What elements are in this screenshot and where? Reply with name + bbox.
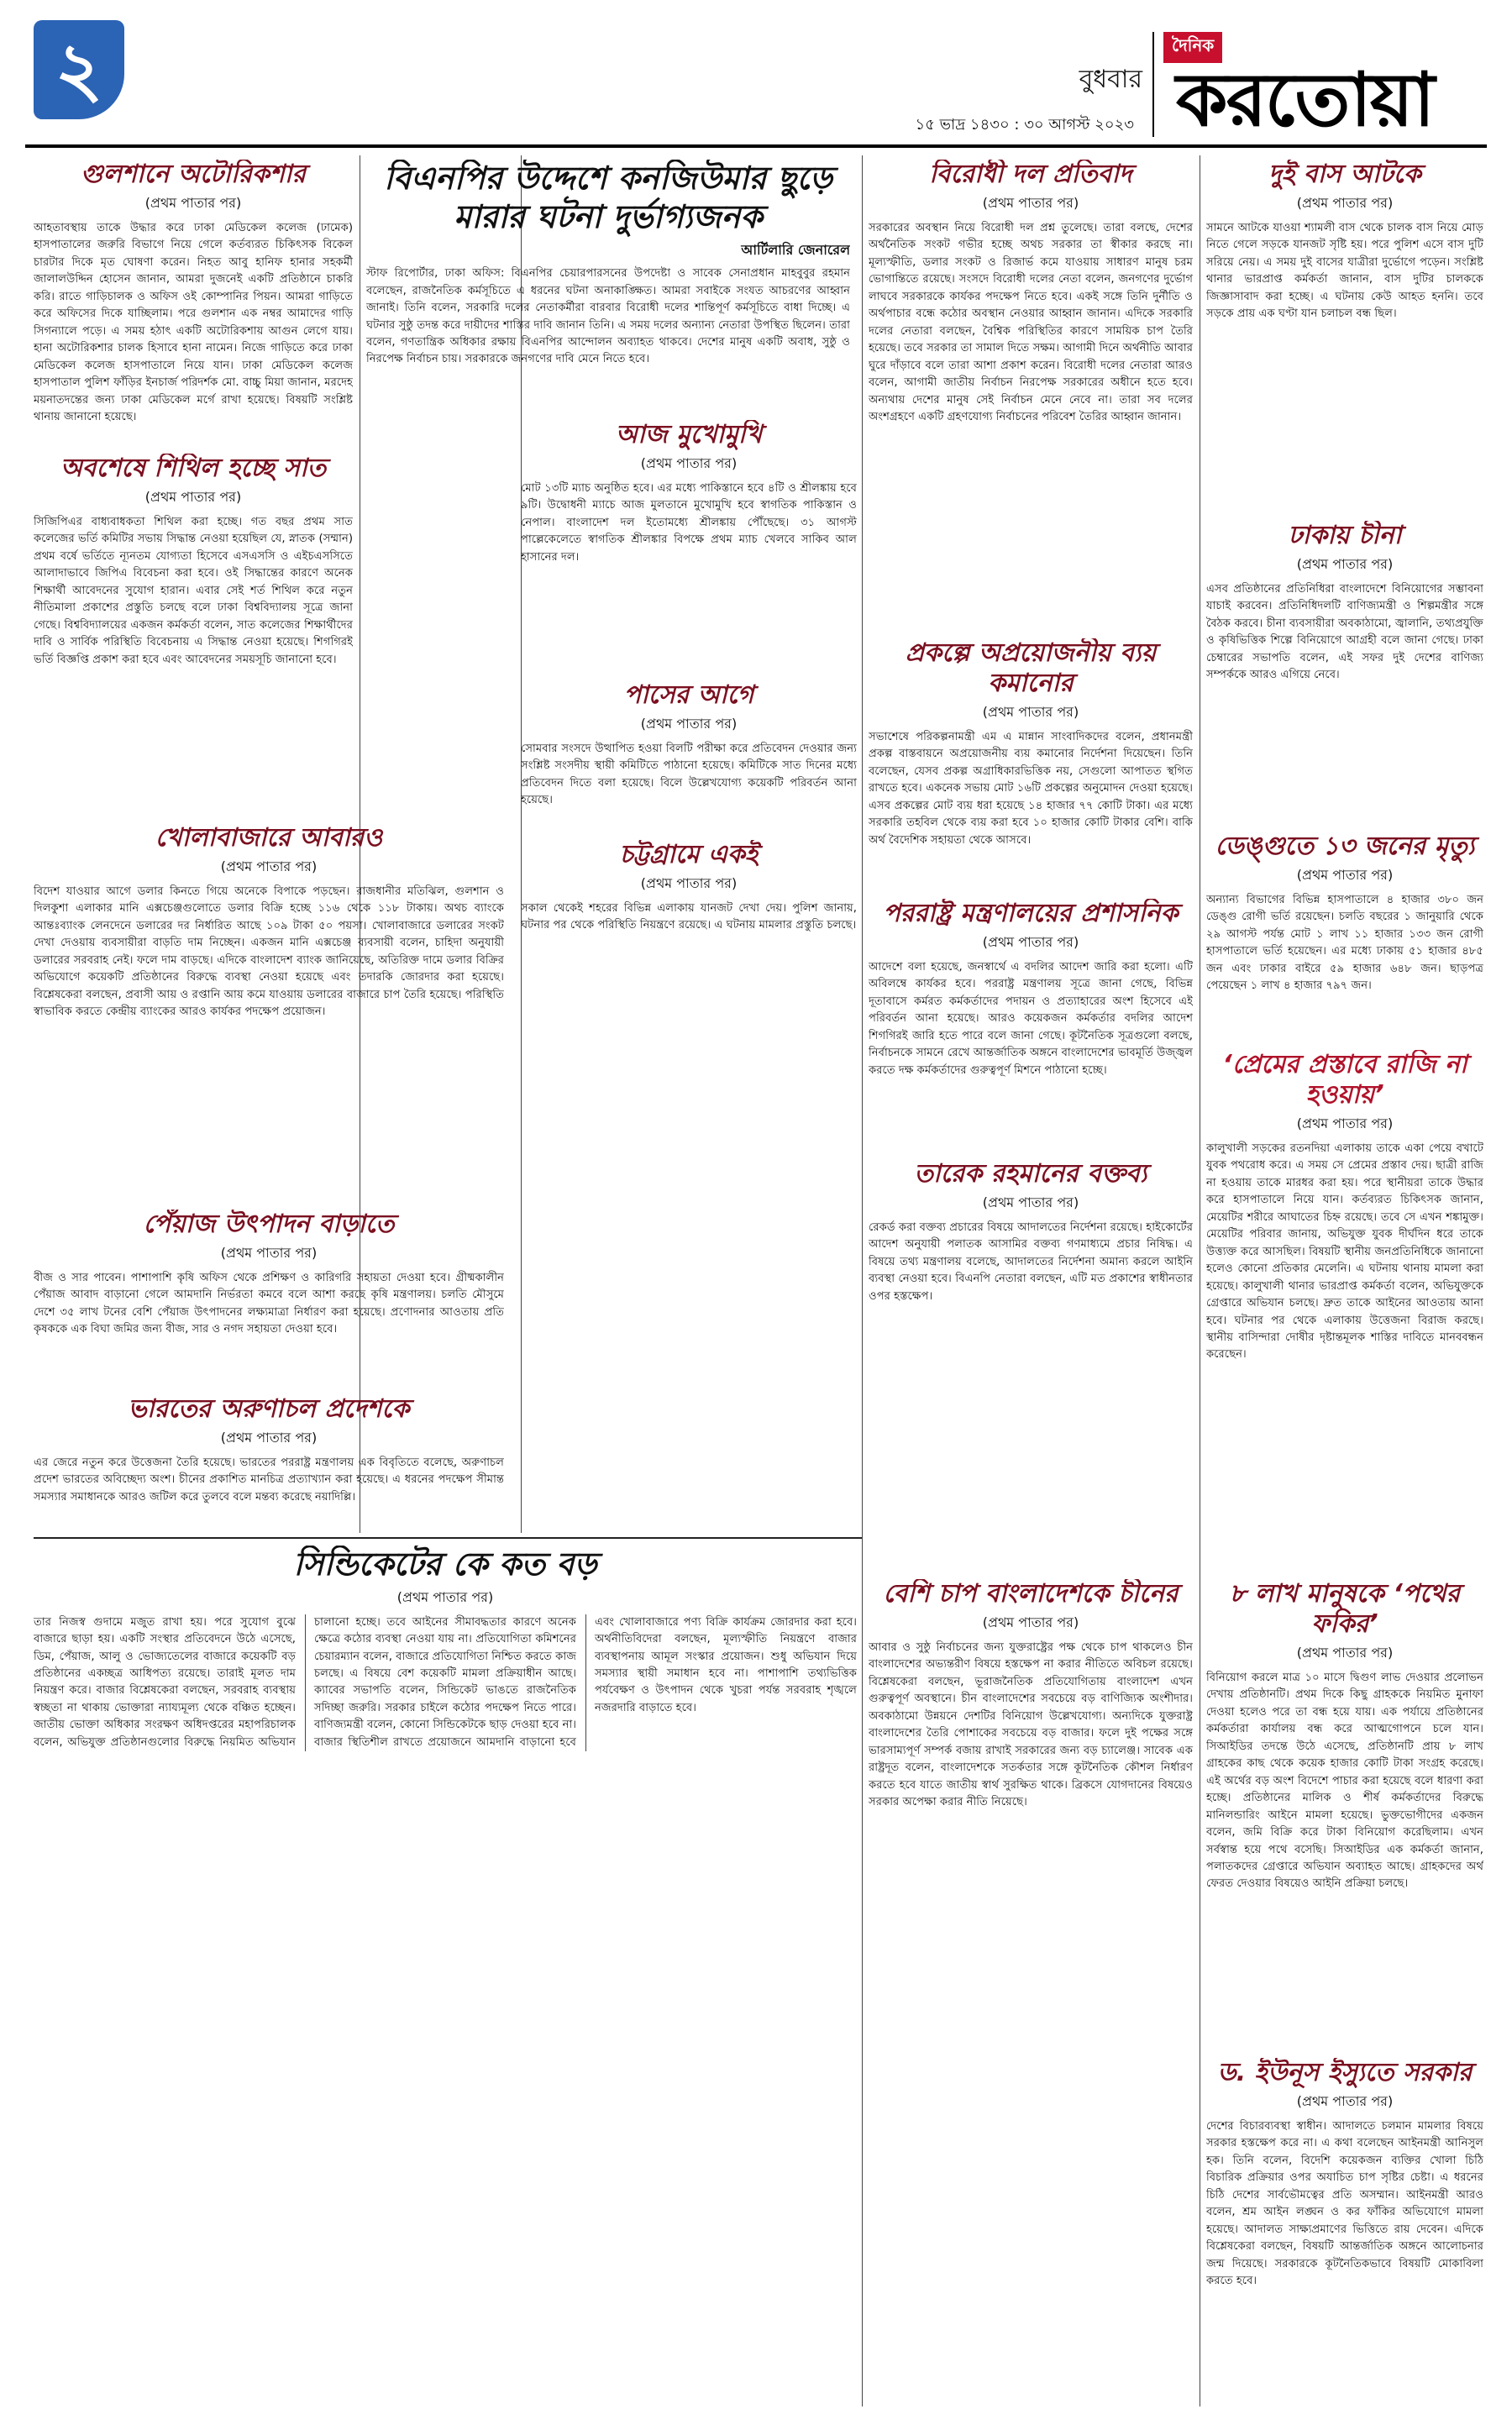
- article-body: বিনিয়োগ করলে মাত্র ১০ মাসে দ্বিগুণ লাভ দেওয়ার প্রলোভন দেখায় প্রতিষ্ঠানটি। প্রথম দিকে কিছু গ্রাহককে নিয়মিত মুনাফা দেওয়া হলেও পরে তা বন্ধ হয়ে যায়। এক পর্যায়ে প্রতিষ্ঠানের কর্মকর্তারা কার্যালয় বন্ধ করে আত্মগোপনে চলে যান। সিআইডির তদন্তে উঠে এসেছে, প্রতিষ্ঠানটি প্রায় ৮ লাখ গ্রাহকের কাছ থেকে কয়েক হাজার কোটি টাকা সংগ্রহ করেছে। এই অর্থের বড় অংশ বিদেশে পাচার করা হয়েছে বলে ধারণা করা হচ্ছে। প্রতিষ্ঠানের মালিক ও শীর্ষ কর্মকর্তাদের বিরুদ্ধে মানিলন্ডারিং আইনে মামলা হয়েছে। ভুক্তভোগীদের একজন বলেন, জমি বিক্রি করে টাকা বিনিয়োগ করেছিলাম। এখন সর্বস্বান্ত হয়ে পথে বসেছি। সিআইডির এক কর্মকর্তা জানান, পলাতকদের গ্রেপ্তারে অভিযান অব্যাহত আছে। গ্রাহকদের অর্থ ফেরত দেওয়ার বিষয়েও আইনি প্রক্রিয়া চলছে।: [1206, 1672, 1483, 1891]
- headline: ঢাকায় চীনা: [1288, 521, 1402, 550]
- headline: সিন্ডিকেটের কে কত বড়: [293, 1546, 597, 1582]
- article-tarek: [869, 1159, 1193, 1436]
- article-birodhi: [869, 160, 1193, 630]
- section-rule: [34, 1537, 862, 1539]
- headline: পাসের আগে: [623, 680, 754, 710]
- continued-note: (প্রথম পাতার পর): [1296, 867, 1394, 883]
- article-body: এর জেরে নতুন করে উত্তেজনা তৈরি হয়েছে। ভারতের পররাষ্ট্র মন্ত্রণালয় এক বিবৃতিতে বলেছে, অরুণাচল প্রদেশ ভারতের অবিচ্ছেদ্য অংশ। চীনের প্রকাশিত মানচিত্র প্রত্যাখ্যান করা হয়েছে। এ ধরনের পদক্ষেপ সীমান্ত সমস্যার সমাধানকে আরও জটিল করে তুলবে বলে মন্তব্য করেছে নয়াদিল্লি।: [34, 1456, 504, 1504]
- headline: তারেক রহমানের বক্তব্য: [914, 1159, 1147, 1189]
- article-body: সভাশেষে পরিকল্পনামন্ত্রী এম এ মান্নান সাংবাদিকদের বলেন, প্রধানমন্ত্রী প্রকল্প বাস্তবায়নে অপ্রয়োজনীয় ব্যয় কমানোর নির্দেশনা দিয়েছেন। তিনি বলেছেন, যেসব প্রকল্প অগ্রাধিকারভিত্তিক নয়, সেগুলো আপাতত স্থগিত রাখতে হবে। একনেক সভায় মোট ১৬টি প্রকল্পের অনুমোদন দেওয়া হয়েছে। এসব প্রকল্পের মোট ব্যয় ধরা হয়েছে ১৪ হাজার ৭৭ কোটি টাকা। এর মধ্যে সরকারি তহবিল থেকে ব্যয় করা হবে ১০ হাজার কোটি টাকার বেশি। বাকি অর্থ বৈদেশিক সহায়তা থেকে আসবে।: [869, 731, 1193, 847]
- continued-note: (প্রথম পাতার পর): [640, 455, 738, 471]
- headline: ৮ লাখ মানুষকে ‘পথের ফকির’: [1229, 1579, 1461, 1639]
- continued-note: (প্রথম পাতার পর): [144, 489, 242, 505]
- article-dhaka-china: [1206, 521, 1483, 823]
- article-body: এসব প্রতিষ্ঠানের প্রতিনিধিরা বাংলাদেশে বিনিয়োগের সম্ভাবনা যাচাই করবেন। প্রতিনিধিদলটি বাণিজ্যমন্ত্রী ও শিল্পমন্ত্রীর সঙ্গে বৈঠক করবে। চীনা ব্যবসায়ীরা অবকাঠামো, জ্বালানি, তথ্যপ্রযুক্তি ও কৃষিভিত্তিক শিল্পে বিনিয়োগে আগ্রহী বলে জানা গেছে। ঢাকা চেম্বারের সভাপতি বলেন, এই সফর দুই দেশের বাণিজ্য সম্পর্ককে আরও এগিয়ে নেবে।: [1206, 583, 1483, 682]
- continued-note: (প্রথম পাতার পর): [982, 1614, 1079, 1630]
- header-rule: [25, 144, 1487, 148]
- continued-note: (প্রথম পাতার পর): [1296, 1115, 1394, 1131]
- date-label: ১৫ ভাদ্র ১৪৩০ : ৩০ আগস্ট ২০২৩: [915, 116, 1134, 134]
- headline: খোলাবাজারে আবারও: [155, 823, 383, 853]
- headline: বিরোধী দল প্রতিবাদ: [929, 160, 1132, 189]
- article-lakh: [1206, 1579, 1483, 2049]
- article-body: তার নিজস্ব গুদামে মজুত রাখা হয়। পরে সুযোগ বুঝে বাজারে ছাড়া হয়। একটি সংস্থার প্রতিবেদনে উঠে এসেছে, ডিম, পেঁয়াজ, আলু ও ভোজ্যতেলের বাজারে কয়েকটি বড় প্রতিষ্ঠানের একচ্ছত্র আধিপত্য রয়েছে। তারাই মূলত দাম নিয়ন্ত্রণ করে। বাজার বিশ্লেষকেরা বলছেন, সরবরাহ ব্যবস্থায় স্বচ্ছতা না থাকায় ভোক্তারা ন্যায্যমূল্য থেকে বঞ্চিত হচ্ছেন। জাতীয় ভোক্তা অধিকার সংরক্ষণ অধিদপ্তরের মহাপরিচালক বলেন, অভিযুক্ত প্রতিষ্ঠানগুলোর বিরুদ্ধে নিয়মিত অভিযান চালানো হচ্ছে। তবে আইনের সীমাবদ্ধতার কারণে অনেক ক্ষেত্রে কঠোর ব্যবস্থা নেওয়া যায় না। প্রতিযোগিতা কমিশনের চেয়ারম্যান বলেন, বাজারে প্রতিযোগিতা নিশ্চিত করতে কাজ চলছে। এ বিষয়ে বেশ কয়েকটি মামলা প্রক্রিয়াধীন আছে। ক্যাবের সভাপতি বলেন, সিন্ডিকেট ভাঙতে রাজনৈতিক সদিচ্ছা জরুরি। সরকার চাইলে কঠোর পদক্ষেপ নিতে পারে। বাণিজ্যমন্ত্রী বলেন, কোনো সিন্ডিকেটকে ছাড় দেওয়া হবে না। বাজার স্থিতিশীল রাখতে প্রয়োজনে আমদানি বাড়ানো হবে এবং খোলাবাজারে পণ্য বিক্রি কার্যক্রম জোরদার করা হবে। অর্থনীতিবিদেরা বলছেন, মূল্যস্ফীতি নিয়ন্ত্রণে বাজার ব্যবস্থাপনায় আমূল সংস্কার প্রয়োজন। শুধু অভিযান দিয়ে সমস্যার স্থায়ী সমাধান হবে না। পাশাপাশি তথ্যভিত্তিক পর্যবেক্ষণ ও উৎপাদন থেকে খুচরা পর্যন্ত সরবরাহ শৃঙ্খলে নজরদারি বাড়াতে হবে।: [34, 1615, 857, 1749]
- continued-note: (প্রথম পাতার পর): [220, 1245, 318, 1261]
- article-porashtro: [869, 899, 1193, 1151]
- headline: দুই বাস আটকে: [1268, 160, 1421, 189]
- headline: ডেঙ্গুতে ১৩ জনের মৃত্যু: [1215, 832, 1475, 861]
- article-body: সরকারের অবস্থান নিয়ে বিরোধী দল প্রশ্ন তুলেছে। তারা বলছে, দেশের অর্থনৈতিক সংকট গভীর হচ্ছে অথচ সরকার তা স্বীকার করছে না। মূল্যস্ফীতি, ডলার সংকট ও রিজার্ভ কমে যাওয়ায় সাধারণ মানুষ চরম ভোগান্তিতে রয়েছে। সংসদে বিরোধী দলের নেতা বলেন, জনগণের দুর্ভোগ লাঘবে সরকারকে কার্যকর পদক্ষেপ নিতে হবে। একই সঙ্গে তিনি দুর্নীতি ও অর্থপাচার বন্ধে কঠোর অবস্থান নেওয়ার আহ্বান জানান। এদিকে সরকারি দলের নেতারা বলছেন, বৈশ্বিক পরিস্থিতির কারণে সাময়িক চাপ তৈরি হয়েছে। তবে সরকার তা সামাল দিতে সক্ষম। আগামী দিনে অর্থনীতি আবার ঘুরে দাঁড়াবে বলে তারা আশা প্রকাশ করেন। বিরোধী দলের নেতারা আরও বলেন, আগামী জাতীয় নির্বাচন নিরপেক্ষ সরকারের অধীনে হতে হবে। অন্যথায় দেশের মানুষ সেই নির্বাচন মেনে নেবে না। তারা সব দলের অংশগ্রহণে একটি গ্রহণযোগ্য নির্বাচনের পরিবেশ তৈরির আহ্বান জানান।: [869, 222, 1193, 423]
- article-dengue: [1206, 832, 1483, 1042]
- continued-note: (প্রথম পাতার পর): [220, 1430, 318, 1446]
- article-prem: [1206, 1050, 1483, 1571]
- headline: ‘প্রেমের প্রস্তাবে রাজি না হওয়ায়’: [1222, 1050, 1467, 1110]
- article-body: আদেশে বলা হয়েছে, জনস্বার্থে এ বদলির আদেশ জারি করা হলো। এটি অবিলম্বে কার্যকর হবে। পররাষ্ট্র মন্ত্রণালয় সূত্রে জানা গেছে, বিভিন্ন দূতাবাসে কর্মরত কর্মকর্তাদের পদায়ন ও প্রত্যাহারের অংশ হিসেবে এই পরিবর্তন আনা হয়েছে। আরও কয়েকজন কর্মকর্তার বদলির আদেশ শিগগিরই জারি হতে পারে বলে জানা গেছে। কূটনৈতিক সূত্রগুলো বলছে, নির্বাচনকে সামনে রেখে আন্তর্জাতিক অঙ্গনে বাংলাদেশের ভাবমূর্তি উজ্জ্বল করতে দক্ষ কর্মকর্তাদের গুরুত্বপূর্ণ মিশনে পাঠানো হচ্ছে।: [869, 961, 1193, 1077]
- article-body: সোমবার সংসদে উত্থাপিত হওয়া বিলটি পরীক্ষা করে প্রতিবেদন দেওয়ার জন্য সংশ্লিষ্ট সংসদীয় স্থায়ী কমিটিতে পাঠানো হয়েছে। কমিটিকে সাত দিনের মধ্যে প্রতিবেদন দিতে বলা হয়েছে। বিলে উল্লেখযোগ্য কয়েকটি পরিবর্তন আনা হয়েছে।: [521, 743, 857, 807]
- continued-note: (প্রথম পাতার পর): [982, 1194, 1079, 1210]
- article-sat: [34, 454, 353, 815]
- article-body: মোট ১৩টি ম্যাচ অনুষ্ঠিত হবে। এর মধ্যে পাকিস্তানে হবে ৪টি ও শ্রীলঙ্কায় হবে ৯টি। উদ্বোধনী ম্যাচে আজ মুলতানে মুখোমুখি হবে স্বাগতিক পাকিস্তান ও নেপাল। বাংলাদেশ দল ইতোমধ্যে শ্রীলঙ্কায় পৌঁছেছে। ৩১ আগস্ট পাল্লেকেলেতে স্বাগতিক শ্রীলঙ্কার বিপক্ষে প্রথম ম্যাচ খেলবে সাকিব আল হাসানের দল।: [521, 482, 857, 564]
- byline: আর্টিলারি জেনারেল: [741, 242, 850, 259]
- article-body: আবার ও সুষ্ঠু নির্বাচনের জন্য যুক্তরাষ্ট্রের পক্ষ থেকে চাপ থাকলেও চীন বাংলাদেশের অভ্যন্তরীণ বিষয়ে হস্তক্ষেপ না করার নীতিতে অবিচল রয়েছে। বিশ্লেষকেরা বলছেন, ভূরাজনৈতিক প্রতিযোগিতায় বাংলাদেশ এখন গুরুত্বপূর্ণ অবস্থানে। চীন বাংলাদেশের সবচেয়ে বড় বাণিজ্যিক অংশীদার। অবকাঠামো উন্নয়নে দেশটির বিনিয়োগ উল্লেখযোগ্য। অন্যদিকে যুক্তরাষ্ট্র বাংলাদেশের তৈরি পোশাকের সবচেয়ে বড় বাজার। ফলে দুই পক্ষের সঙ্গে ভারসাম্যপূর্ণ সম্পর্ক বজায় রাখাই সরকারের জন্য বড় চ্যালেঞ্জ। সাবেক এক রাষ্ট্রদূত বলেন, বাংলাদেশকে সতর্কতার সঙ্গে কূটনৈতিক কৌশল নির্ধারণ করতে হবে যাতে জাতীয় স্বার্থ সুরক্ষিত থাকে। ব্রিকসে যোগদানের বিষয়েও সরকার অপেক্ষা করার নীতি নিয়েছে।: [869, 1641, 1193, 1809]
- article-body: স্টাফ রিপোর্টার, ঢাকা অফিস: বিএনপির চেয়ারপারসনের উপদেষ্টা ও সাবেক সেনাপ্রধান মাহবুবুর রহমান বলেছেন, রাজনৈতিক কর্মসূচিতে এ ধরনের ঘটনা অনাকাঙ্ক্ষিত। আমরা সবাইকে সংযত আচরণের আহ্বান জানাই। তিনি বলেন, সরকারি দলের নেতাকর্মীরা বারবার বিরোধী দলের শান্তিপূর্ণ কর্মসূচিতে বাধা দিচ্ছে। এ ঘটনার সুষ্ঠু তদন্ত করে দায়ীদের শাস্তির দাবি জানান তিনি। এ সময় দলের অন্যান্য নেতারা উপস্থিত ছিলেন। তারা বলেন, গণতান্ত্রিক অধিকার রক্ষায় বিএনপির আন্দোলন অব্যাহত থাকবে। দেশের মানুষ একটি অবাধ, সুষ্ঠু ও নিরপেক্ষ নির্বাচন চায়। সরকারকে জনগণের দাবি মেনে নিতে হবে।: [366, 267, 850, 366]
- article-beshi: [869, 1579, 1193, 2411]
- headline: ড. ইউনূস ইস্যুতে সরকার: [1217, 2058, 1473, 2087]
- article-chattogram: [521, 840, 857, 974]
- article-gulshan: [34, 160, 353, 445]
- article-body: রেকর্ড করা বক্তব্য প্রচারের বিষয়ে আদালতের নির্দেশনা রয়েছে। হাইকোর্টের আদেশ অনুযায়ী পলাতক আসামির বক্তব্য গণমাধ্যমে প্রচার নিষিদ্ধ। এ বিষয়ে তথ্য মন্ত্রণালয় বলেছে, আদালতের নির্দেশনা অমান্য করলে আইনি ব্যবস্থা নেওয়া হবে। বিএনপি নেতারা বলছেন, এটি মত প্রকাশের স্বাধীনতার ওপর হস্তক্ষেপ।: [869, 1221, 1193, 1303]
- article-dui: [1206, 160, 1483, 512]
- continued-note: (প্রথম পাতার পর): [220, 858, 318, 874]
- article-bharat: [34, 1394, 504, 1533]
- article-body: কালুখালী সড়কের রতনদিয়া এলাকায় তাকে একা পেয়ে বখাটে যুবক পথরোধ করে। এ সময় সে প্রেমের প্রস্তাব দেয়। ছাত্রী রাজি না হওয়ায় তাকে মারধর করা হয়। পরে স্থানীয়রা তাকে উদ্ধার করে হাসপাতালে নিয়ে যান। কর্তব্যরত চিকিৎসক জানান, মেয়েটির শরীরে আঘাতের চিহ্ন রয়েছে। তবে সে এখন শঙ্কামুক্ত। মেয়েটির পরিবার জানায়, অভিযুক্ত যুবক দীর্ঘদিন ধরে তাকে উত্ত্যক্ত করে আসছিল। বিষয়টি স্থানীয় জনপ্রতিনিধিকে জানানো হলেও কোনো প্রতিকার মেলেনি। এ ঘটনায় থানায় মামলা করা হয়েছে। কালুখালী থানার ভারপ্রাপ্ত কর্মকর্তা বলেন, অভিযুক্তকে গ্রেপ্তারে অভিযান চলছে। দ্রুত তাকে আইনের আওতায় আনা হবে। ঘটনার পর থেকে এলাকায় উত্তেজনা বিরাজ করছে। স্থানীয় বাসিন্দারা দোষীর দৃষ্টান্তমূলক শাস্তির দাবিতে মানববন্ধন করেছেন।: [1206, 1142, 1483, 1362]
- article-paiyaj: [34, 1210, 504, 1386]
- continued-note: (প্রথম পাতার পর): [1296, 195, 1394, 211]
- continued-note: (প্রথম পাতার পর): [1296, 556, 1394, 572]
- continued-note: (প্রথম পাতার পর): [144, 195, 242, 211]
- continued-note: (প্রথম পাতার পর): [982, 195, 1079, 211]
- article-kholabazar: [34, 823, 504, 1201]
- article-biraf: [366, 160, 850, 412]
- day-label: বুধবার: [1079, 65, 1142, 94]
- headline: ভারতের অরুণাচল প্রদেশকে: [128, 1394, 410, 1424]
- article-body: বীজ ও সার পাবেন। পাশাপাশি কৃষি অফিস থেকে প্রশিক্ষণ ও কারিগরি সহায়তা দেওয়া হবে। গ্রীষ্মকালীন পেঁয়াজ আবাদ বাড়ানো গেলে আমদানি নির্ভরতা কমবে বলে আশা করছে কৃষি মন্ত্রণালয়। চলতি মৌসুমে দেশে ৩৫ লাখ টনের বেশি পেঁয়াজ উৎপাদনের লক্ষ্যমাত্রা নির্ধারণ করা হয়েছে। প্রণোদনার আওতায় প্রতি কৃষককে এক বিঘা জমির জন্য বীজ, সার ও নগদ সহায়তা দেওয়া হবে।: [34, 1272, 504, 1336]
- article-yunus: [1206, 2058, 1483, 2411]
- article-body: বিদেশ যাওয়ার আগে ডলার কিনতে গিয়ে অনেকে বিপাকে পড়ছেন। রাজধানীর মতিঝিল, গুলশান ও দিলকুশা এলাকার মানি এক্সচেঞ্জগুলোতে ডলার বিক্রি হচ্ছে ১১৬ থেকে ১১৮ টাকায়। অথচ ব্যাংকে আন্তঃব্যাংক লেনদেনে ডলারের দর নির্ধারিত আছে ১০৯ টাকা ৫০ পয়সা। খোলাবাজারে ডলারের সংকট দেখা দেওয়ায় ব্যবসায়ীরা বাড়তি দাম নিচ্ছেন। একজন মানি এক্সচেঞ্জ ব্যবসায়ী বলেন, চাহিদা অনুযায়ী ডলারের সরবরাহ নেই। ফলে দাম বাড়ছে। এদিকে বাংলাদেশ ব্যাংক জানিয়েছে, অতিরিক্ত দামে ডলার বিক্রির অভিযোগে কয়েকটি প্রতিষ্ঠানের বিরুদ্ধে ব্যবস্থা নেওয়া হয়েছে এবং তদারকি জোরদার করা হয়েছে। বিশ্লেষকেরা বলছেন, প্রবাসী আয় ও রপ্তানি আয় কমে যাওয়ায় ডলারের বাজারে চাপ তৈরি হয়েছে। পরিস্থিতি স্বাভাবিক করতে কেন্দ্রীয় ব্যাংকের আরও কার্যকর পদক্ষেপ প্রয়োজন।: [34, 885, 504, 1019]
- continued-note: (প্রথম পাতার পর): [1296, 2093, 1394, 2109]
- continued-note: (প্রথম পাতার পর): [982, 704, 1079, 720]
- headline: পররাষ্ট্র মন্ত্রণালয়ের প্রশাসনিক: [883, 899, 1179, 928]
- header-divider: [1152, 32, 1154, 137]
- continued-note: (প্রথম পাতার পর): [640, 716, 738, 732]
- headline: চট্টগ্রামে একই: [619, 840, 759, 869]
- headline: পেঁয়াজ উৎপাদন বাড়াতে: [143, 1210, 395, 1239]
- column-divider: [862, 155, 863, 2406]
- article-body: দেশের বিচারব্যবস্থা স্বাধীন। আদালতে চলমান মামলার বিষয়ে সরকার হস্তক্ষেপ করে না। এ কথা বলেছেন আইনমন্ত্রী আনিসুল হক। তিনি বলেন, বিদেশি কয়েকজন ব্যক্তির খোলা চিঠি বিচারিক প্রক্রিয়ার ওপর অযাচিত চাপ সৃষ্টির চেষ্টা। এ ধরনের চিঠি দেশের সার্বভৌমত্বের প্রতি অসম্মান। আইনমন্ত্রী আরও বলেন, শ্রম আইন লঙ্ঘন ও কর ফাঁকির অভিযোগে মামলা হয়েছে। আদালত সাক্ষ্যপ্রমাণের ভিত্তিতে রায় দেবেন। এদিকে বিশ্লেষকেরা বলছেন, বিষয়টি আন্তর্জাতিক অঙ্গনে আলোচনার জন্ম দিয়েছে। সরকারকে কূটনৈতিকভাবে বিষয়টি মোকাবিলা করতে হবে।: [1206, 2120, 1483, 2288]
- page-number: ২: [34, 20, 124, 119]
- article-pasher: [521, 680, 857, 832]
- newspaper-logo: করতোয়া: [1176, 56, 1434, 143]
- headline: আজ মুখোমুখি: [615, 420, 763, 449]
- article-syndicate: [34, 1546, 857, 2411]
- headline: বেশি চাপ বাংলাদেশকে চীনের: [883, 1579, 1179, 1609]
- article-aaj: [521, 420, 857, 672]
- headline: বিএনপির উদ্দেশে কনজিউমার ছুড়ে মারার ঘটনা দুর্ভাগ্যজনক: [384, 160, 832, 235]
- headline: প্রকল্পে অপ্রয়োজনীয় ব্যয় কমানোর: [905, 638, 1157, 698]
- article-body: সামনে আটকে যাওয়া শ্যামলী বাস থেকে চালক বাস নিয়ে মোড় নিতে গেলে সড়কে যানজট সৃষ্টি হয়। পরে পুলিশ এসে বাস দুটি সরিয়ে নেয়। এ সময় দুই বাসের যাত্রীরা দুর্ভোগে পড়েন। সংশ্লিষ্ট থানার ভারপ্রাপ্ত কর্মকর্তা জানান, বাস দুটির চালককে জিজ্ঞাসাবাদ করা হচ্ছে। এ ঘটনায় কেউ আহত হননি। তবে সড়কে প্রায় এক ঘণ্টা যান চলাচল বন্ধ ছিল।: [1206, 222, 1483, 321]
- continued-note: (প্রথম পাতার পর): [396, 1588, 494, 1605]
- article-prokolpo: [869, 638, 1193, 890]
- continued-note: (প্রথম পাতার পর): [1296, 1645, 1394, 1661]
- article-body: সিজিপিএর বাধ্যবাধকতা শিথিল করা হচ্ছে। গত বছর প্রথম সাত কলেজের ভর্তি কমিটির সভায় সিদ্ধান্ত নেওয়া হয়েছিল যে, স্নাতক (সম্মান) প্রথম বর্ষে ভর্তিতে ন্যূনতম যোগ্যতা হিসেবে এসএসসি ও এইচএসসিতে আলাদাভাবে জিপিএ বিবেচনা করা হবে। ওই সিদ্ধান্তের কারণে অনেক শিক্ষার্থী আবেদনের সুযোগ হারান। এবার সেই শর্ত শিথিল করে নতুন নীতিমালা প্রকাশের প্রস্তুতি চলছে বলে ঢাকা বিশ্ববিদ্যালয় সূত্রে জানা গেছে। বিশ্ববিদ্যালয়ের একজন কর্মকর্তা বলেন, সাত কলেজের শিক্ষার্থীদের দাবি ও সার্বিক পরিস্থিতি বিবেচনায় এ সিদ্ধান্ত নেওয়া হয়েছে। শিগগিরই ভর্তি বিজ্ঞপ্তি প্রকাশ করা হবে এবং আবেদনের সময়সূচি জানানো হবে।: [34, 516, 353, 666]
- article-body: আহতাবস্থায় তাকে উদ্ধার করে ঢাকা মেডিকেল কলেজ (ঢামেক) হাসপাতালের জরুরি বিভাগে নিয়ে গেলে কর্তব্যরত চিকিৎসক বিকেল চারটার দিকে মৃত ঘোষণা করেন। নিহত আবু হানিফ হানার সহকর্মী জালালউদ্দিন হোসেন জানান, আমরা দুজনেই একটি প্রতিষ্ঠানে চাকরি করি। রাতে গাড়িচালক ও অফিস ওই কোম্পানির পিয়ন। আমরা গাড়িতে করে অফিসের দিকে যাচ্ছিলাম। পরে গুলশান এক নম্বর আমাদের গাড়ি সিগন্যালে পড়ে। এ সময় হঠাৎ একটি অটোরিকশায় আগুন লেগে যায়। হানা অটোরিকশার চালক হিসাবে হানা নামেন। নিজে গাড়িতে করে ঢাকা মেডিকেল কলেজ হাসপাতালে নিয়ে যান। ঢাকা মেডিকেল কলেজ হাসপাতাল পুলিশ ফাঁড়ির ইনচার্জ পরিদর্শক মো. বাচ্চু মিয়া জানান, মরদেহ ময়নাতদন্তের জন্য ঢাকা মেডিকেল মর্গে রাখা হয়েছে। বিষয়টি সংশ্লিষ্ট থানায় জানানো হয়েছে।: [34, 222, 353, 423]
- article-body: অন্যান্য বিভাগের বিভিন্ন হাসপাতালে ৪ হাজার ৩৮০ জন ডেঙ্গু রোগী ভর্তি রয়েছেন। চলতি বছরের ১ জানুয়ারি থেকে ২৯ আগস্ট পর্যন্ত মোট ১ লাখ ১১ হাজার ১৩৩ জন রোগী হাসপাতালে ভর্তি হয়েছেন। এর মধ্যে ঢাকায় ৫১ হাজার ৪৮৫ জন এবং ঢাকার বাইরে ৫৯ হাজার ৬৪৮ জন। ছাড়পত্র পেয়েছেন ১ লাখ ৪ হাজার ৭৯৭ জন।: [1206, 894, 1483, 993]
- continued-note: (প্রথম পাতার পর): [640, 875, 738, 891]
- headline: গুলশানে অটোরিকশার: [81, 160, 306, 189]
- continued-note: (প্রথম পাতার পর): [982, 934, 1079, 950]
- headline: অবশেষে শিথিল হচ্ছে সাত: [60, 454, 327, 483]
- logo-tag: দৈনিক: [1163, 32, 1222, 63]
- article-body: সকাল থেকেই শহরের বিভিন্ন এলাকায় যানজট দেখা দেয়। পুলিশ জানায়, ঘটনার পর থেকে পরিস্থিতি নিয়ন্ত্রণে রয়েছে। এ ঘটনায় মামলার প্রস্তুতি চলছে।: [521, 902, 857, 932]
